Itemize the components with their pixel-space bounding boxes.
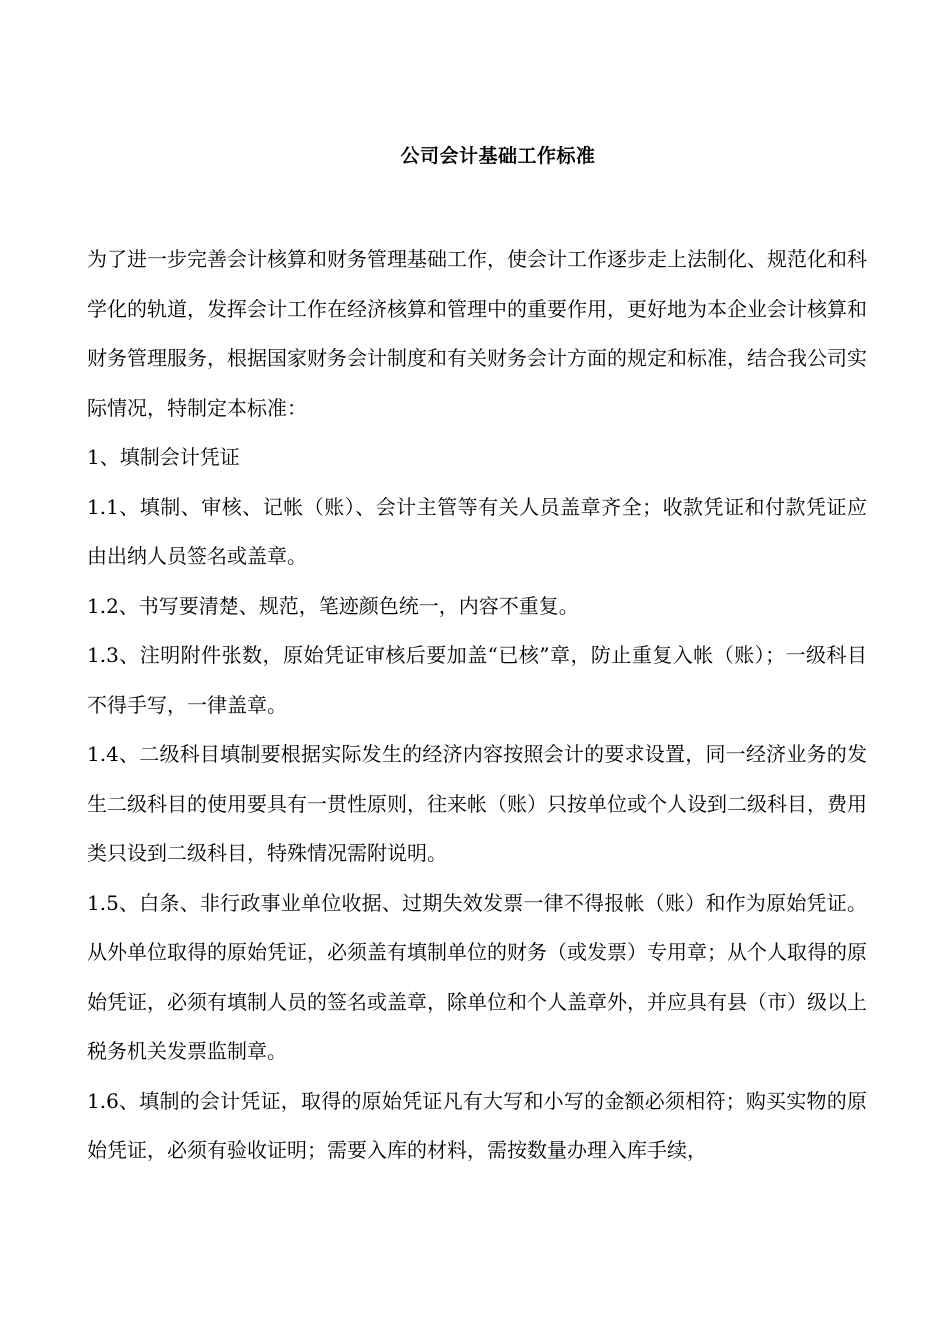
- clause-paragraph: 1.4、二级科目填制要根据实际发生的经济内容按照会计的要求设置，同一经济业务的发生二级科目的使用要具有一贯性原则，往来帐（账）只按单位或个人设到二级科目，费用类只设到二级科目，特殊情况需附说明。: [87, 742, 867, 865]
- clause-paragraph: 1.3、注明附件张数，原始凭证审核后要加盖“已核”章，防止重复入帐（账）；一级科目不得手写，一律盖章。: [87, 643, 867, 717]
- clause-paragraph: 1.5、白条、非行政事业单位收据、过期失效发票一律不得报帐（账）和作为原始凭证。从外单位取得的原始凭证，必须盖有填制单位的财务（或发票）专用章；从个人取得的原始凭证，必须有填制人员的签名或盖章，除单位和个人盖章外，并应具有县（市）级以上税务机关发票监制章。: [87, 890, 867, 1063]
- document-title: 公司会计基础工作标准: [400, 145, 596, 167]
- clause-paragraph: 1.2、书写要清楚、规范，笔迹颜色统一，内容不重复。: [87, 593, 579, 618]
- clause-paragraph: 1.6、填制的会计凭证，取得的原始凭证凡有大写和小写的金额必须相符；购买实物的原始凭证，必须有验收证明；需要入库的材料，需按数量办理入库手续，: [87, 1088, 867, 1162]
- section-heading: 1、填制会计凭证: [87, 445, 240, 469]
- document-body: [87, 235, 867, 1176]
- intro-paragraph: 为了进一步完善会计核算和财务管理基础工作，使会计工作逐步走上法制化、规范化和科学化的轨道，发挥会计工作在经济核算和管理中的重要作用，更好地为本企业会计核算和财务管理服务，根据国家财务会计制度和有关财务会计方面的规定和标准，结合我公司实际情况，特制定本标准：: [87, 247, 867, 420]
- clause-paragraph: 1.1、填制、审核、记帐（账）、会计主管等有关人员盖章齐全；收款凭证和付款凭证应由出纳人员签名或盖章。: [87, 494, 867, 568]
